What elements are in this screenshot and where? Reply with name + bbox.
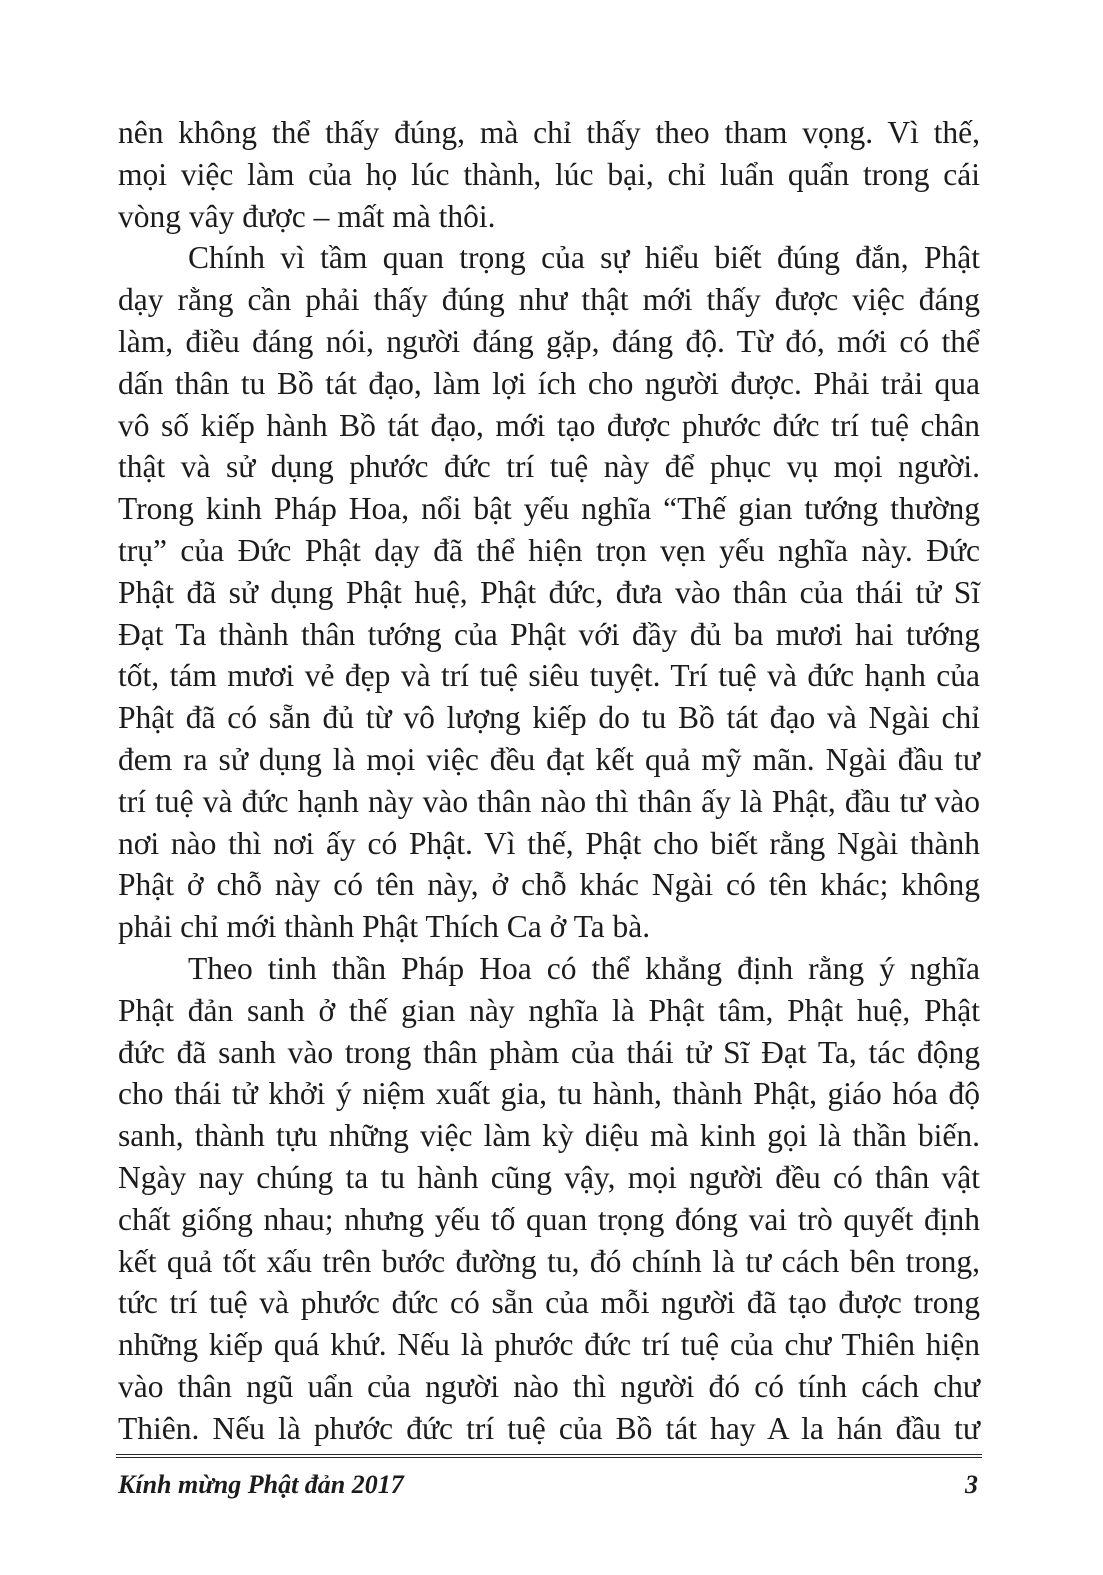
paragraph: [118, 112, 980, 237]
text-line: nơi nào thì nơi ấy có Phật. Vì thế, Phật cho biết rằng Ngài thành: [118, 825, 980, 861]
text-line: Thiên. Nếu là phước đức trí tuệ của Bồ tát hay A la hán đầu tư: [118, 1410, 980, 1446]
text-line: tức trí tuệ và phước đức có sẵn của mỗi người đã tạo được trong: [118, 1285, 980, 1321]
text-line: những kiếp quá khứ. Nếu là phước đức trí tuệ của chư Thiên hiện: [118, 1327, 980, 1363]
footer-divider: [116, 1454, 982, 1458]
text-line: dấn thân tu Bồ tát đạo, làm lợi ích cho người được. Phải trải qua: [118, 365, 980, 401]
body-text: [118, 112, 980, 1450]
page-number: 3: [965, 1470, 978, 1499]
text-line: Ngày nay chúng ta tu hành cũng vậy, mọi người đều có thân vật: [118, 1159, 980, 1195]
text-line: Đạt Ta thành thân tướng của Phật với đầy đủ ba mươi hai tướng: [118, 616, 980, 652]
paragraph: [118, 948, 980, 1450]
text-line: Phật ở chỗ này có tên này, ở chỗ khác Ngài có tên khác; không: [118, 867, 980, 903]
text-line: vô số kiếp hành Bồ tát đạo, mới tạo được phước đức trí tuệ chân: [118, 407, 980, 443]
text-line: trí tuệ và đức hạnh này vào thân nào thì thân ấy là Phật, đầu tư vào: [118, 783, 980, 819]
text-line: Phật đã sử dụng Phật huệ, Phật đức, đưa vào thân của thái tử Sĩ: [118, 574, 980, 610]
text-line: đem ra sử dụng là mọi việc đều đạt kết quả mỹ mãn. Ngài đầu tư: [118, 741, 980, 777]
text-line: Phật đã có sẵn đủ từ vô lượng kiếp do tu Bồ tát đạo và Ngài chỉ: [118, 700, 980, 736]
text-line: tốt, tám mươi vẻ đẹp và trí tuệ siêu tuyệt. Trí tuệ và đức hạnh của: [118, 658, 980, 694]
paragraph: [118, 237, 980, 948]
text-line: kết quả tốt xấu trên bước đường tu, đó chính là tư cách bên trong,: [118, 1243, 980, 1279]
text-line: thật và sử dụng phước đức trí tuệ này để phục vụ mọi người.: [118, 449, 980, 485]
text-line: vòng vây được – mất mà thôi.: [118, 198, 496, 234]
text-line: phải chỉ mới thành Phật Thích Ca ở Ta bà.: [118, 909, 651, 945]
text-line: Theo tinh thần Pháp Hoa có thể khẳng định rằng ý nghĩa: [188, 950, 980, 986]
text-line: dạy rằng cần phải thấy đúng như thật mới thấy được việc đáng: [118, 282, 980, 318]
text-line: sanh, thành tựu những việc làm kỳ diệu mà kinh gọi là thần biến.: [118, 1118, 980, 1154]
footer-title: Kính mừng Phật đản 2017: [118, 1470, 404, 1499]
text-line: nên không thể thấy đúng, mà chỉ thấy theo tham vọng. Vì thế,: [118, 115, 980, 150]
text-line: Chính vì tầm quan trọng của sự hiểu biết đúng đắn, Phật: [188, 240, 980, 276]
text-line: làm, điều đáng nói, người đáng gặp, đáng độ. Từ đó, mới có thể: [118, 323, 980, 359]
text-line: mọi việc làm của họ lúc thành, lúc bại, chỉ luẩn quẩn trong cái: [118, 156, 980, 192]
text-line: vào thân ngũ uẩn của người nào thì người đó có tính cách chư: [118, 1368, 980, 1404]
text-line: Trong kinh Pháp Hoa, nổi bật yếu nghĩa “Thế gian tướng thường: [118, 491, 980, 527]
text-line: chất giống nhau; nhưng yếu tố quan trọng đóng vai trò quyết định: [118, 1201, 980, 1237]
text-line: cho thái tử khởi ý niệm xuất gia, tu hành, thành Phật, giáo hóa độ: [118, 1076, 980, 1112]
text-line: trụ” của Đức Phật dạy đã thể hiện trọn vẹn yếu nghĩa này. Đức: [118, 532, 980, 568]
text-line: đức đã sanh vào trong thân phàm của thái tử Sĩ Đạt Ta, tác động: [118, 1034, 980, 1070]
text-line: Phật đản sanh ở thế gian này nghĩa là Phật tâm, Phật huệ, Phật: [118, 992, 980, 1028]
